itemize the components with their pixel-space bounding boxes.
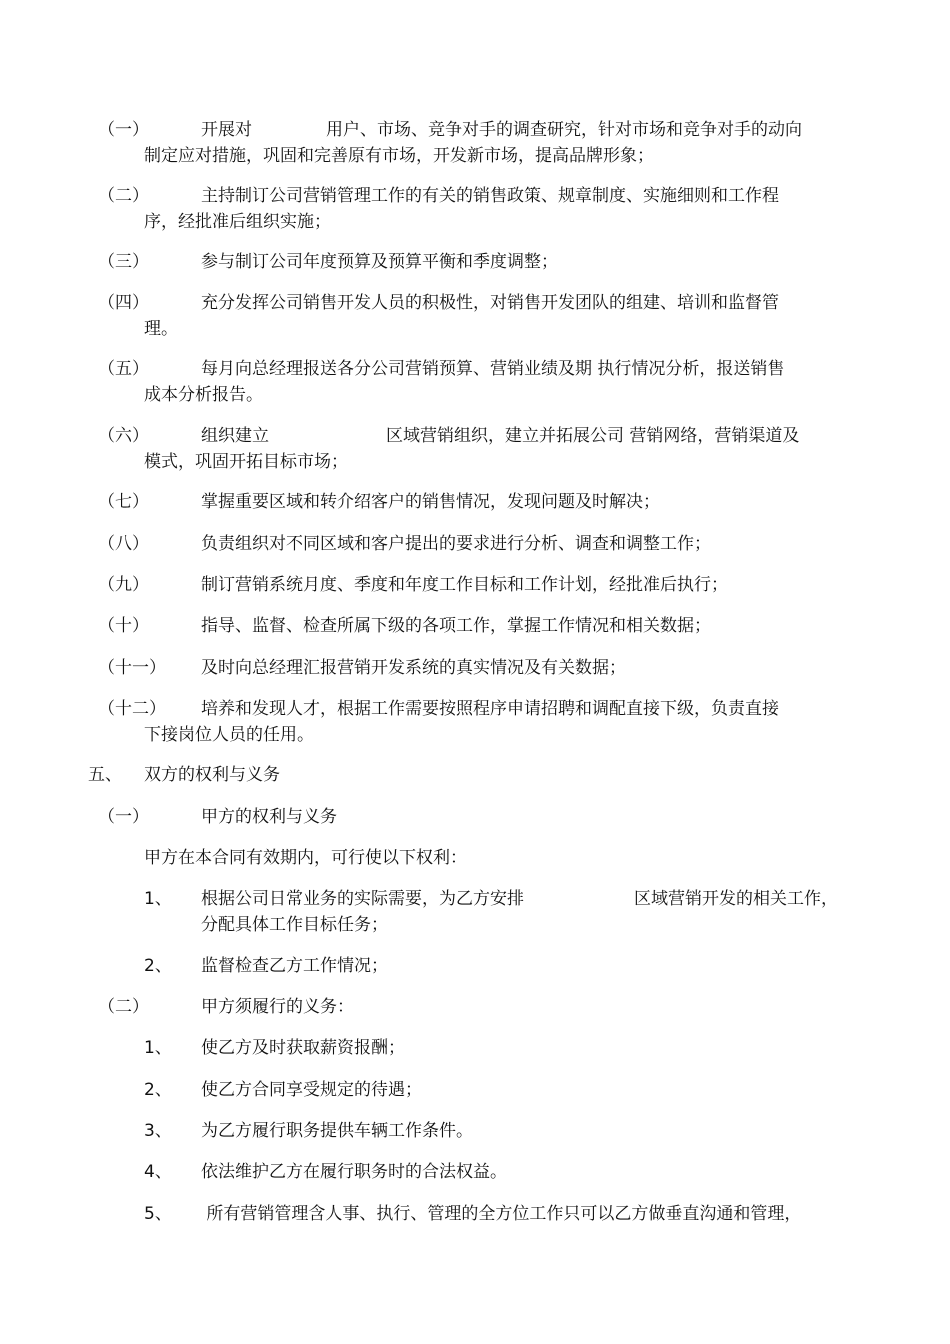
right-item-2 [0, 954, 950, 978]
item-text: 制订营销系统月度、季度和年度工作目标和工作计划，经批准后执行； [201, 575, 728, 595]
item-text: 培养和发现人才，根据工作需要按照程序申请招聘和调配直接下级，负责直接 [201, 699, 779, 719]
subsection-heading-2 [0, 995, 950, 1019]
item-number: （十） [98, 616, 149, 636]
item-text: 用户、市场、竞争对手的调查研究，针对市场和竞争对手的动向 [326, 120, 802, 140]
duty-item-2 [0, 184, 950, 208]
duty-item-4 [0, 291, 950, 315]
subsection-number: （一） [98, 807, 149, 827]
obligation-item-5 [0, 1202, 950, 1226]
item-text: 依法维护乙方在履行职务时的合法权益。 [201, 1162, 507, 1182]
right-item-1 [0, 887, 950, 911]
item-number: 1、 [144, 889, 172, 909]
item-number: （九） [98, 575, 149, 595]
item-text: 充分发挥公司销售开发人员的积极性，对销售开发团队的组建、培训和监督管 [201, 293, 779, 313]
item-text-continued: 理。 [144, 319, 178, 339]
obligation-item-4 [0, 1160, 950, 1184]
item-number: （三） [98, 252, 149, 272]
obligation-item-2 [0, 1078, 950, 1102]
duty-item-11 [0, 656, 950, 680]
duty-item-10 [0, 614, 950, 638]
item-text: 所有营销管理含人事、执行、管理的全方位工作只可以乙方做垂直沟通和管理， [201, 1204, 802, 1224]
item-number: 1、 [144, 1038, 172, 1058]
duty-item-1-cont [0, 144, 950, 168]
subsection-heading-1 [0, 805, 950, 829]
item-text: 主持制订公司营销管理工作的有关的销售政策、规章制度、实施细则和工作程 [201, 186, 779, 206]
item-text-continued: 成本分析报告。 [144, 385, 263, 405]
duty-item-5 [0, 357, 950, 381]
duty-item-6-cont [0, 450, 950, 474]
item-number: （一） [98, 120, 149, 140]
rights-intro [0, 846, 950, 870]
duty-item-12-cont [0, 723, 950, 747]
section-heading [0, 763, 950, 787]
item-text: 使乙方合同享受规定的待遇； [201, 1080, 422, 1100]
item-text: 参与制订公司年度预算及预算平衡和季度调整； [201, 252, 558, 272]
section-number: 五、 [88, 765, 122, 785]
item-text: 每月向总经理报送各分公司营销预算、营销业绩及期 执行情况分析，报送销售 [201, 359, 785, 379]
item-number: （二） [98, 186, 149, 206]
item-text-continued: 制定应对措施，巩固和完善原有市场，开发新市场，提高品牌形象； [144, 146, 654, 166]
item-text: 开展对 [201, 120, 252, 140]
item-text: 组织建立 [201, 426, 269, 446]
obligation-item-3 [0, 1119, 950, 1143]
item-number: 2、 [144, 1080, 172, 1100]
item-text: 根据公司日常业务的实际需要，为乙方安排 [201, 889, 524, 909]
item-text-continued: 序，经批准后组织实施； [144, 212, 331, 232]
item-number: （六） [98, 426, 149, 446]
item-text-continued: 下接岗位人员的任用。 [144, 725, 314, 745]
subsection-number: （二） [98, 997, 149, 1017]
subsection-title: 甲方的权利与义务 [201, 807, 337, 827]
duty-item-1 [0, 118, 950, 142]
duty-item-12 [0, 697, 950, 721]
intro-text: 甲方在本合同有效期内，可行使以下权利： [144, 848, 467, 868]
item-number: （八） [98, 534, 149, 554]
duty-item-3 [0, 250, 950, 274]
section-title: 双方的权利与义务 [144, 765, 280, 785]
item-text: 掌握重要区域和转介绍客户的销售情况，发现问题及时解决； [201, 492, 660, 512]
item-text: 指导、监督、检查所属下级的各项工作，掌握工作情况和相关数据； [201, 616, 711, 636]
item-number: （十二） [98, 699, 166, 719]
item-number: 2、 [144, 956, 172, 976]
item-text: 监督检查乙方工作情况； [201, 956, 388, 976]
subsection-title: 甲方须履行的义务： [201, 997, 354, 1017]
item-text: 负责组织对不同区域和客户提出的要求进行分析、调查和调整工作； [201, 534, 711, 554]
duty-item-2-cont [0, 210, 950, 234]
item-number: （五） [98, 359, 149, 379]
obligation-item-1 [0, 1036, 950, 1060]
item-number: 3、 [144, 1121, 172, 1141]
duty-item-4-cont [0, 317, 950, 341]
item-number: （七） [98, 492, 149, 512]
item-number: （四） [98, 293, 149, 313]
item-text-continued: 分配具体工作目标任务； [201, 915, 388, 935]
item-text: 使乙方及时获取薪资报酬； [201, 1038, 405, 1058]
item-number: 5、 [144, 1204, 172, 1224]
duty-item-8 [0, 532, 950, 556]
duty-item-5-cont [0, 383, 950, 407]
item-text: 及时向总经理汇报营销开发系统的真实情况及有关数据； [201, 658, 626, 678]
duty-item-7 [0, 490, 950, 514]
duty-item-6 [0, 424, 950, 448]
item-text-continued: 模式，巩固开拓目标市场； [144, 452, 348, 472]
item-number: （十一） [98, 658, 166, 678]
item-text: 区域营销组织，建立并拓展公司 营销网络，营销渠道及 [386, 426, 800, 446]
item-number: 4、 [144, 1162, 172, 1182]
item-text: 区域营销开发的相关工作， [634, 889, 838, 909]
duty-item-9 [0, 573, 950, 597]
item-text: 为乙方履行职务提供车辆工作条件。 [201, 1121, 473, 1141]
right-item-1-cont [0, 913, 950, 937]
